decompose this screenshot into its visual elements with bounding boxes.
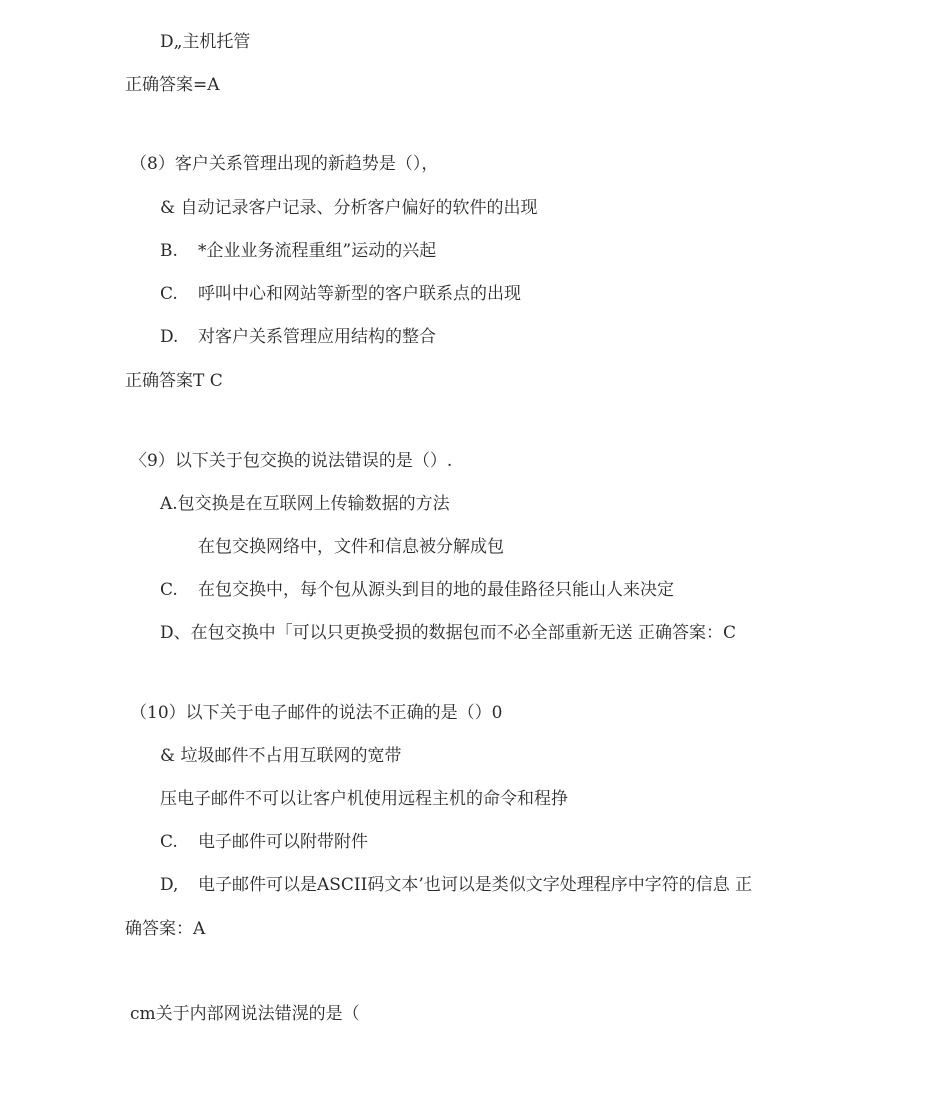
q7-answer: 正确答案=A [125,75,220,95]
q10-option-b: 压电子邮件不可以让客户机使用远程主机的命令和程挣 [160,789,568,809]
q9-option-c-text: 在包交换中，每个包从源头到目的地的最佳路径只能山人来决定 [198,580,674,600]
q8-option-d-tag: D. [160,327,179,347]
q9-option-b: 在包交换网络中，文件和信息被分解成包 [198,537,504,557]
q10-option-c [160,832,368,852]
q9-option-d: D、在包交换中「可以只更换受损的数据包而不必全部重新无送 正确答案：C [160,623,737,643]
q10-answer: 确答案：A [125,919,206,939]
q10-option-d-tag: D, [160,875,179,895]
q8-option-b-text: *企业业务流程重组”运动的兴起 [198,241,437,261]
q10-option-c-tag: C. [160,832,178,852]
q10-question: （10）以下关于电子邮件的说法不正确的是（）0 [130,703,503,723]
q10-option-a: & 垃圾邮件不占用互联网的宽带 [160,746,402,766]
q9-question: 〈9）以下关于包交换的说法错误的是（）. [130,451,453,471]
q8-question: （8）客户关系管理出现的新趋势是（）， [130,154,439,174]
q8-option-b [160,241,436,261]
q8-option-b-tag: B. [160,241,178,261]
q9-option-a: A.包交换是在互联网上传输数据的方法 [160,494,450,514]
q8-option-c [160,284,521,304]
q9-option-c [160,580,674,600]
q8-option-a: & 自动记录客户记录、分析客户偏好的软件的出现 [160,198,538,218]
q8-answer: 正确答案T C [125,371,223,391]
q8-option-d [160,327,436,347]
q7-option-d: D„主机托管 [160,32,251,52]
q10-option-d-text: 电子邮件可以是ASCII码文本’也诃以是类似文字处理程序中字符的信息 正 [198,875,753,895]
q8-option-d-text: 对客户关系管理应用结构的整合 [198,327,436,347]
q8-option-c-text: 呼叫中心和网站等新型的客户联系点的出现 [198,284,521,304]
q11-question: cm关于内部网说法错滉的是（ [130,1004,360,1024]
q10-option-c-text: 电子邮件可以附带附件 [198,832,368,852]
q9-option-c-tag: C. [160,580,178,600]
q8-option-c-tag: C. [160,284,178,304]
q10-option-d [160,875,752,895]
